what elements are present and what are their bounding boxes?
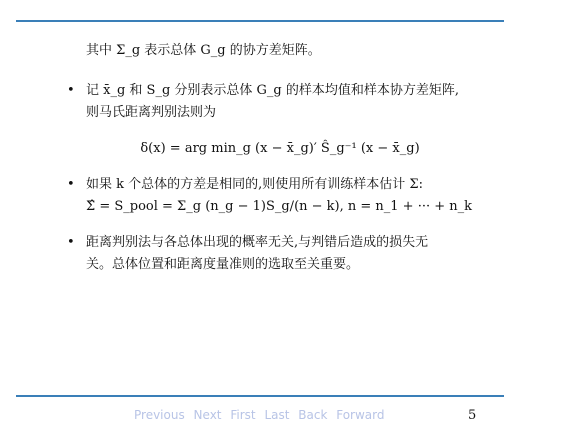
footer-rule	[16, 395, 504, 397]
bullet-item-2	[64, 174, 496, 218]
nav-last-link[interactable]: Last	[264, 408, 290, 422]
bullet-3-line-1: • 距离判别法与各总体出现的概率无关,与判错后造成的损失无	[86, 235, 429, 250]
bullet-2-line-2: Σ̂ = S_pool = Σ_g (n_g − 1)S_g/(n − k), n = n_1 + ··· + n_k	[86, 199, 473, 214]
nav-links	[134, 408, 389, 422]
bullet-item-3	[64, 232, 496, 276]
bullet-1-line-2: 则马氏距离判别法则为	[86, 105, 217, 120]
navigation-bar	[0, 408, 580, 428]
intro-line: 其中 Σ_g 表示总体 G_g 的协方差矩阵。	[86, 43, 321, 58]
nav-forward-link[interactable]: Forward	[336, 408, 385, 422]
page-number: 5	[468, 408, 477, 423]
nav-next-link[interactable]: Next	[193, 408, 222, 422]
discriminant-equation: δ(x) = arg min_g (x − x̄_g)′ Ŝ_g⁻¹ (x − x̄_g)	[140, 141, 420, 156]
nav-back-link[interactable]: Back	[298, 408, 328, 422]
slide-content	[64, 36, 496, 290]
nav-first-link[interactable]: First	[230, 408, 256, 422]
bullet-3-line-2: 关。总体位置和距离度量准则的选取至关重要。	[86, 257, 360, 272]
bullet-item-1	[64, 80, 496, 124]
header-rule	[16, 20, 504, 22]
bullet-2-line-1: • 如果 k 个总体的方差是相同的,则使用所有训练样本估计 Σ:	[86, 177, 423, 192]
nav-previous-link[interactable]: Previous	[134, 408, 185, 422]
bullet-1-line-1: • 记 x̄_g 和 S_g 分别表示总体 G_g 的样本均值和样本协方差矩阵,	[86, 83, 460, 98]
